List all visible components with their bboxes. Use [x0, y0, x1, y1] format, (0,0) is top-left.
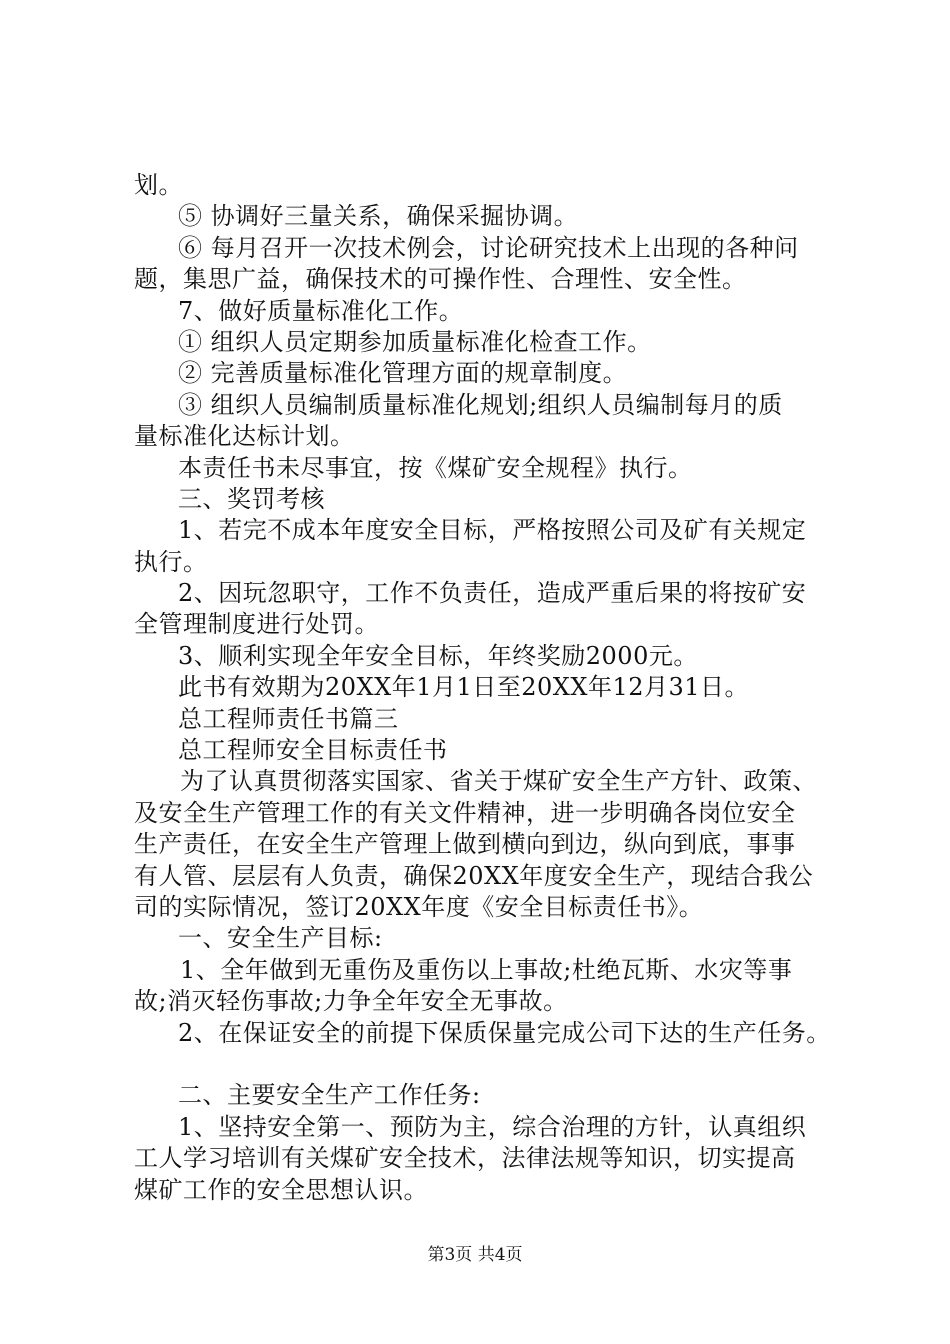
text-line: ③ 组织人员编制质量标准化规划;组织人员编制每月的质 [178, 390, 783, 419]
text-line: 1、若完不成本年度安全目标，严格按照公司及矿有关规定 [178, 516, 807, 545]
text-line: 2、因玩忽职守，工作不负责任，造成严重后果的将按矿安 [178, 579, 807, 608]
text-line: 题，集思广益，确保技术的可操作性、合理性、安全性。 [134, 265, 747, 294]
text-line: ⑥ 每月召开一次技术例会，讨论研究技术上出现的各种问 [178, 233, 799, 262]
text-line: 3、顺利实现全年安全目标，年终奖励2000元。 [178, 641, 698, 670]
section-heading: 二、主要安全生产工作任务: [178, 1081, 481, 1110]
text-line: 此书有效期为20XX年1月1日至20XX年12月31日。 [178, 673, 750, 702]
document-body [134, 170, 834, 1206]
text-line: 7、做好质量标准化工作。 [178, 296, 464, 325]
text-line: 有人管、层层有人负责，确保20XX年度安全生产，现结合我公 [134, 861, 814, 890]
text-line: 生产责任，在安全生产管理上做到横向到边，纵向到底，事事 [134, 830, 796, 859]
page-footer: 第3页 共4页 [427, 1245, 523, 1265]
document-title: 总工程师安全目标责任书 [178, 736, 448, 765]
text-line: 为了认真贯彻落实国家、省关于煤矿安全生产方针、政策、 [180, 767, 817, 796]
section-heading: 总工程师责任书篇三 [178, 704, 399, 733]
section-heading: 三、奖罚考核 [178, 484, 325, 513]
text-line: 1、坚持安全第一、预防为主，综合治理的方针，认真组织 [178, 1112, 807, 1141]
text-line: 量标准化达标计划。 [134, 422, 355, 451]
text-line: ① 组织人员定期参加质量标准化检查工作。 [178, 327, 652, 356]
section-heading: 一、安全生产目标: [178, 924, 383, 953]
text-line: ⑤ 协调好三量关系，确保采掘协调。 [178, 202, 579, 231]
text-line: 执行。 [134, 547, 208, 576]
text-line: 故;消灭轻伤事故;力争全年安全无事故。 [134, 987, 568, 1016]
text-line: 及安全生产管理工作的有关文件精神，进一步明确各岗位安全 [134, 798, 796, 827]
text-line: 煤矿工作的安全思想认识。 [134, 1175, 428, 1204]
text-line: 1、全年做到无重伤及重伤以上事故;杜绝瓦斯、水灾等事 [180, 955, 793, 984]
text-line: 本责任书未尽事宜，按《煤矿安全规程》执行。 [178, 453, 693, 482]
text-line: 司的实际情况，签订20XX年度《安全目标责任书》。 [134, 892, 704, 921]
text-line: 工人学习培训有关煤矿安全技术，法律法规等知识，切实提高 [134, 1144, 796, 1173]
text-line: ② 完善质量标准化管理方面的规章制度。 [178, 359, 628, 388]
text-line: 划。 [134, 171, 183, 199]
blank-line [134, 1049, 834, 1080]
text-line: 2、在保证安全的前提下保质保量完成公司下达的生产任务。 [178, 1018, 831, 1047]
text-line: 全管理制度进行处罚。 [134, 610, 379, 639]
